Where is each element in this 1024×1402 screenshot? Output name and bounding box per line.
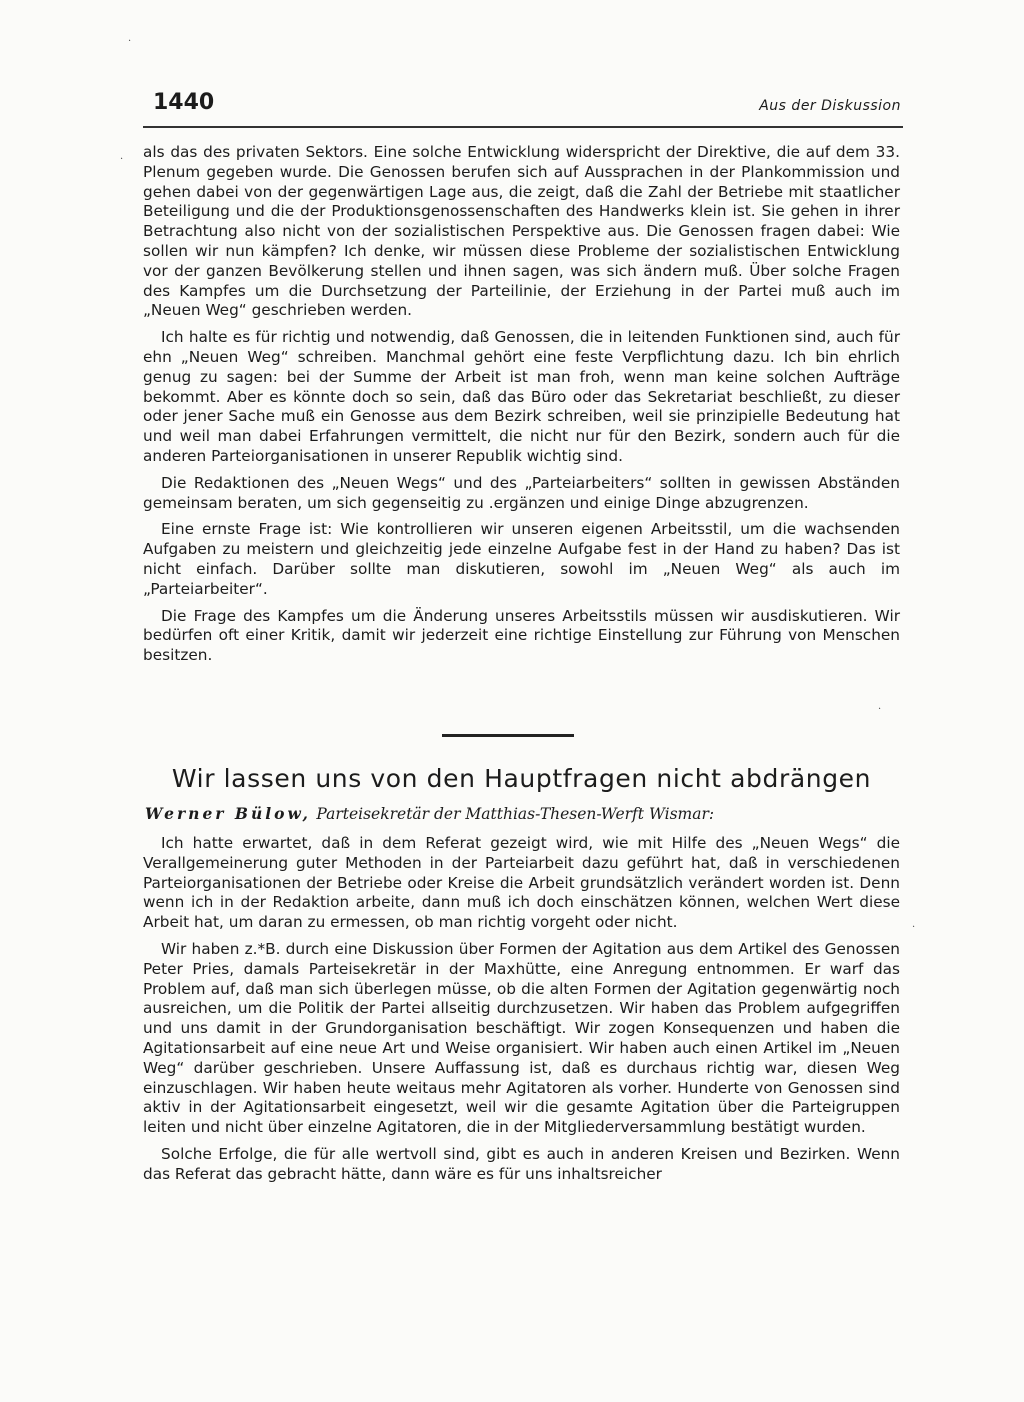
paragraph: Die Redaktionen des „Neuen Wegs“ und des „Parteiarbeiters“ sollten in gewissen Abständen gemeinsam beraten, um sich gegenseitig zu .ergänzen und einige Dinge abzugrenzen.	[143, 473, 900, 512]
section-1-body	[143, 143, 900, 666]
paragraph: Wir haben z.*B. durch eine Diskussion über Formen der Agitation aus dem Artikel des Genossen Peter Pries, damals Parteisekretär in der Maxhütte, eine Anregung entnommen. Er warf das Problem auf, daß man sich überlegen müsse, ob die alten Formen der Agitation gegenwärtig noch ausreichen, um die Politik der Partei allseitig durchzusetzen. Wir haben das Problem aufgegriffen und uns damit in der Grundorganisation beschäftigt. Wir zogen Konsequenzen und haben die Agitationsarbeit auf eine neue Art und Weise organisiert. Wir haben auch einen Artikel im „Neuen Weg“ darüber geschrieben. Unsere Auffassung ist, daß es durchaus richtig war, diesen Weg einzuschlagen. Wir haben heute weitaus mehr Agitatoren als vorher. Hunderte von Genossen sind aktiv in der Agitationsarbeit eingesetzt, weil wir die gesamte Agitation über die Parteigruppen leiten und nicht über einzelne Agitatoren, die in der Mitgliederversammlung bestätigt wurden.	[143, 939, 900, 1137]
scan-speck: ·	[128, 36, 132, 47]
page-number: 1440	[153, 90, 215, 115]
paragraph: Eine ernste Frage ist: Wie kontrollieren wir unseren eigenen Arbeitsstil, um die wachsenden Aufgaben zu meistern und gleichzeitig jede einzelne Aufgabe fest in der Hand zu haben? Das ist nicht einfach. Darüber sollte man diskutieren, sowohl im „Neuen Weg“ als auch im „Parteiarbeiter“.	[143, 520, 900, 598]
section-divider	[442, 734, 574, 737]
speaker-name: Werner Bülow,	[145, 804, 311, 823]
paragraph: Ich hatte erwartet, daß in dem Referat gezeigt wird, wie mit Hilfe des „Neuen Wegs“ die Verallgemeinerung guter Methoden in der Parteiarbeit dazu geführt hat, daß in verschiedenen Parteiorganisationen der Betriebe oder Kreise die Arbeit grundsätzlich verändert worden ist. Denn wenn ich in der Redaktion arbeite, dann muß ich doch einschätzen können, welchen Wert diese Arbeit hat, um daran zu ermessen, ob man richtig vorgeht oder nicht.	[143, 834, 900, 932]
paragraph: als das des privaten Sektors. Eine solche Entwicklung widerspricht der Direktive, die auf dem 33. Plenum gegeben wurde. Die Genossen berufen sich auf Aussprachen in der Plankommission und gehen dabei von der gegenwärtigen Lage aus, die zeigt, daß die Zahl der Betriebe mit staatlicher Beteiligung und die der Produktionsgenossenschaften des Handwerks klein ist. Sie gehen in ihrer Betrachtung also nicht von der sozialistischen Perspektive aus. Die Genossen fragen dabei: Wie sollen wir nun kämpfen? Ich denke, wir müssen diese Probleme der sozialistischen Entwicklung vor der ganzen Bevölkerung stellen und ihnen sagen, was sich ändern muß. Über solche Fragen des Kampfes um die Durchsetzung der Parteilinie, der Erziehung in der Partei muß auch im „Neuen Weg“ geschrieben werden.	[143, 143, 900, 320]
section-heading: Wir lassen uns von den Hauptfragen nicht abdrängen	[171, 764, 872, 793]
speaker-role: Parteisekretär der Matthias-Thesen-Werft Wismar:	[316, 805, 715, 823]
running-head: Aus der Diskussion	[759, 98, 901, 114]
paragraph: Die Frage des Kampfes um die Änderung unseres Arbeitsstils müssen wir ausdiskutieren. Wir bedürfen oft einer Kritik, damit wir jederzeit eine richtige Einstellung zur Führung von Menschen besitzen.	[143, 606, 900, 665]
scan-speck: ·	[120, 154, 124, 165]
page-header	[143, 90, 903, 128]
section-2-body	[143, 834, 900, 1185]
speaker-line	[145, 804, 900, 823]
scan-speck: ·	[912, 922, 916, 933]
paragraph: Solche Erfolge, die für alle wertvoll sind, gibt es auch in anderen Kreisen und Bezirken. Wenn das Referat das gebracht hätte, dann wäre es für uns inhaltsreicher	[143, 1144, 900, 1183]
paragraph: Ich halte es für richtig und notwendig, daß Genossen, die in leitenden Funktionen sind, auch für ehn „Neuen Weg“ schreiben. Manchmal gehört eine feste Verpflichtung dazu. Ich bin ehrlich genug zu sagen: bei der Summe der Arbeit ist man froh, wenn man keine solchen Aufträge bekommt. Aber es könnte doch so sein, daß das Büro oder das Sekretariat beschließt, zu dieser oder jener Sache muß ein Genosse aus dem Bezirk schreiben, weil sie prinzipielle Bedeutung hat und weil man dabei Erfahrungen vermittelt, die nicht nur für den Bezirk, sondern auch für die anderen Parteiorganisationen in unserer Republik wichtig sind.	[143, 328, 900, 465]
scan-speck: ·	[878, 704, 882, 715]
